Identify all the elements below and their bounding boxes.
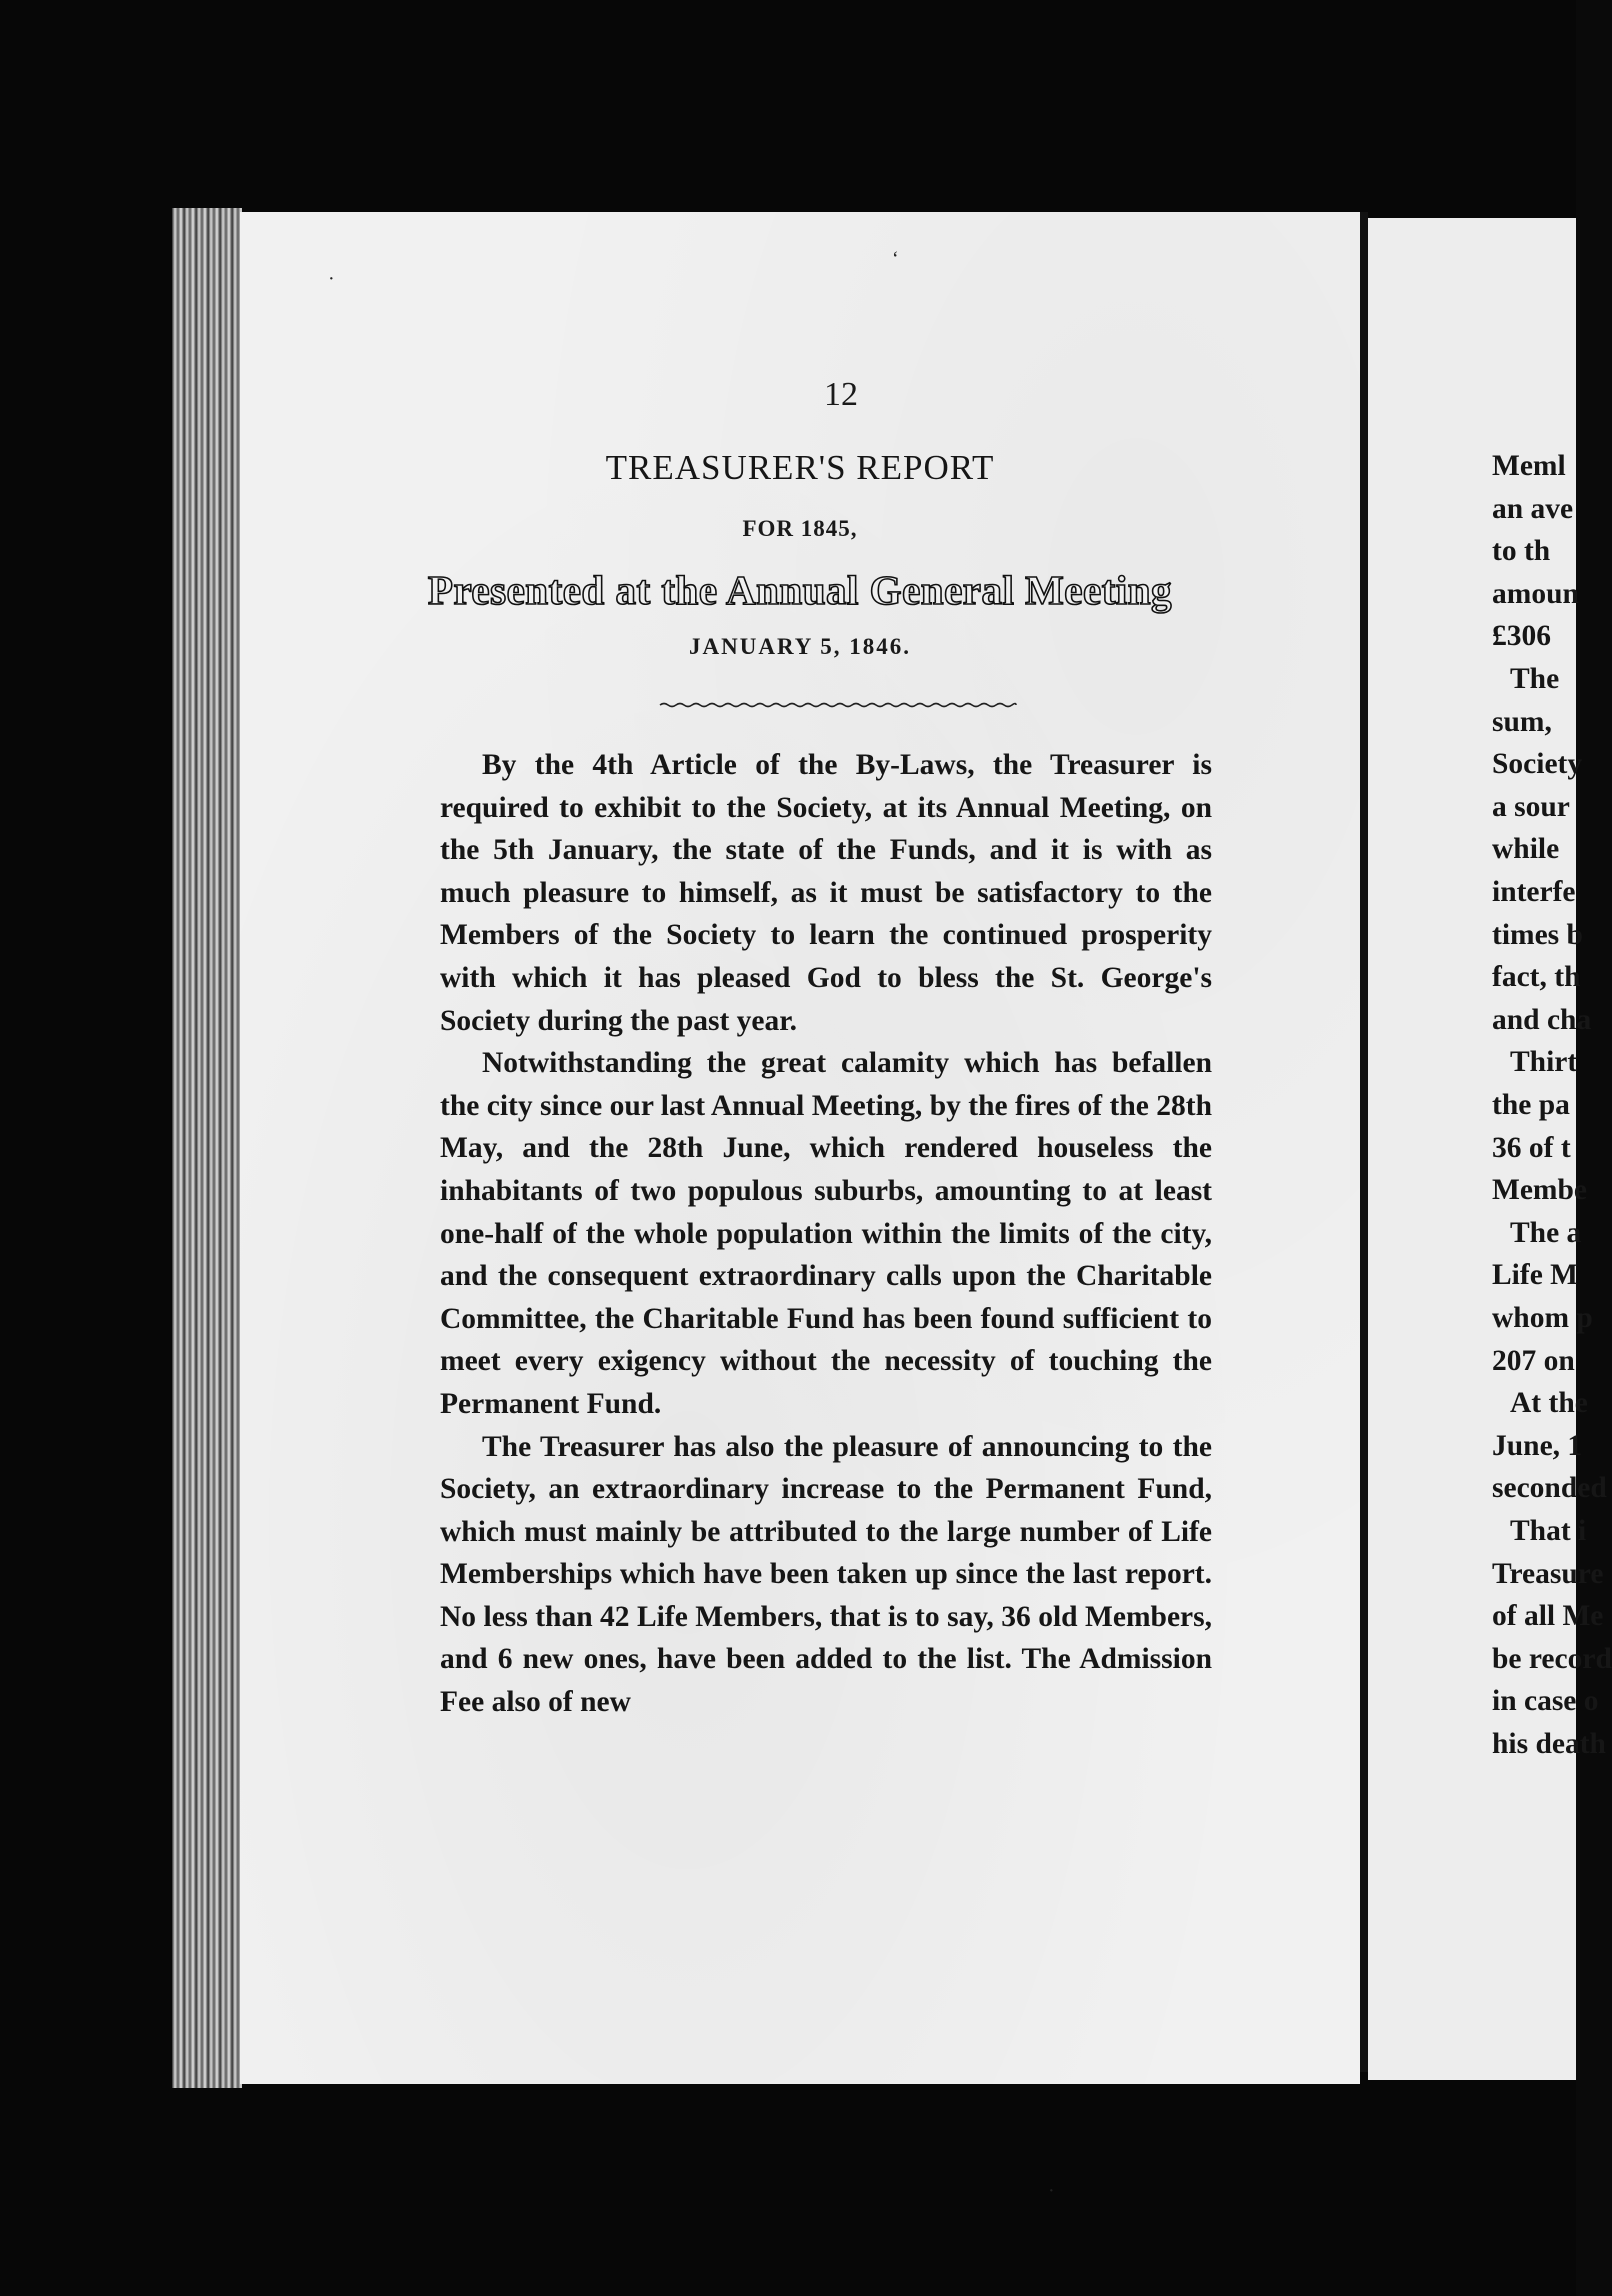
right-page-line: 36 of t bbox=[1492, 1131, 1571, 1164]
right-page-line: whom p bbox=[1492, 1302, 1593, 1334]
paragraph-1: By the 4th Article of the By-Laws, the Treasurer is required to exhibit to the Society, at its Annual Meeting, on the 5th January, the state of the Funds, and it is with as much pleasure to himself, as it must be satisfactory to the Members of the Society to learn the continued prosperity with which it has pleased God to bless the St. George's Society during the past year. bbox=[440, 749, 1212, 1037]
right-page-line: June, 1 bbox=[1492, 1429, 1583, 1462]
scan-speck: · bbox=[1048, 2180, 1055, 2202]
right-page-line: a sour bbox=[1492, 790, 1570, 823]
right-page-line: That i bbox=[1510, 1515, 1587, 1547]
right-page-line: Life M bbox=[1492, 1259, 1579, 1292]
right-page-line: an ave bbox=[1492, 492, 1574, 525]
report-date-line: JANUARY 5, 1846. bbox=[689, 634, 911, 659]
right-page-line: Treasure bbox=[1492, 1557, 1604, 1590]
report-subtitle: Presented at the Annual General Meeting bbox=[427, 567, 1173, 613]
paragraph-3: The Treasurer has also the pleasure of announcing to the Society, an extraordinary increase to the Permanent Fund, which must mainly be attributed to the large number of Life Memberships which have been taken up since the last report. No less than 42 Life Members, that is to say, 36 old Members, and 6 new ones, have been added to the list. The Admission Fee also of new bbox=[440, 1430, 1212, 1719]
right-page-line: while bbox=[1492, 833, 1560, 866]
right-page-line: interfe bbox=[1492, 876, 1576, 908]
paragraph-2: Notwithstanding the great calamity which has befallen the city since our last Annual Meeting, by the fires of the 28th May, and the 28th June, which rendered houseless the inhabitants of two populous suburbs, amounting to at least one-half of the whole population within the limits of the city, and the consequent extraordinary calls upon the Charitable Committee, the Charitable Fund has been found sufficient to meet every exigency without the necessity of touching the Permanent Fund. bbox=[440, 1047, 1212, 1420]
page-number: 12 bbox=[824, 376, 858, 413]
right-page-line: £306 bbox=[1492, 620, 1551, 653]
decorative-wavy-rule bbox=[660, 702, 1016, 708]
right-page-line: sum, bbox=[1492, 705, 1552, 738]
page-stack-edges bbox=[172, 208, 242, 2088]
right-page-line: in case o bbox=[1492, 1685, 1599, 1718]
report-title: TREASURER'S REPORT bbox=[605, 448, 995, 487]
scan-speck: · bbox=[328, 268, 335, 290]
right-page-line: seconded bbox=[1492, 1472, 1607, 1505]
right-page-line: his death bbox=[1492, 1728, 1606, 1760]
right-page-line: times b bbox=[1492, 918, 1583, 951]
right-page-line: and cha bbox=[1492, 1003, 1592, 1036]
report-body bbox=[440, 744, 1212, 1724]
right-page-line: At the bbox=[1510, 1387, 1588, 1420]
right-page-line: to th bbox=[1492, 535, 1551, 568]
right-page-line: Thirt bbox=[1510, 1046, 1578, 1079]
right-page-line: Society bbox=[1492, 748, 1583, 781]
right-page-line: of all Me bbox=[1492, 1600, 1604, 1633]
right-page-line: fact, th bbox=[1492, 961, 1581, 994]
right-page-line: The a bbox=[1510, 1216, 1582, 1249]
right-page-line: amoun bbox=[1492, 577, 1579, 610]
report-year-line: FOR 1845, bbox=[742, 516, 858, 541]
right-page-line: Meml bbox=[1492, 450, 1566, 482]
right-page-line: The bbox=[1510, 663, 1560, 695]
book-gutter bbox=[1360, 212, 1368, 2072]
scan-speck: ‘ bbox=[892, 248, 899, 270]
right-page-line: 207 on bbox=[1492, 1344, 1575, 1377]
right-page-line: be record bbox=[1492, 1642, 1612, 1675]
right-page-line: Membe bbox=[1492, 1174, 1588, 1207]
right-page-line: the pa bbox=[1492, 1089, 1570, 1121]
